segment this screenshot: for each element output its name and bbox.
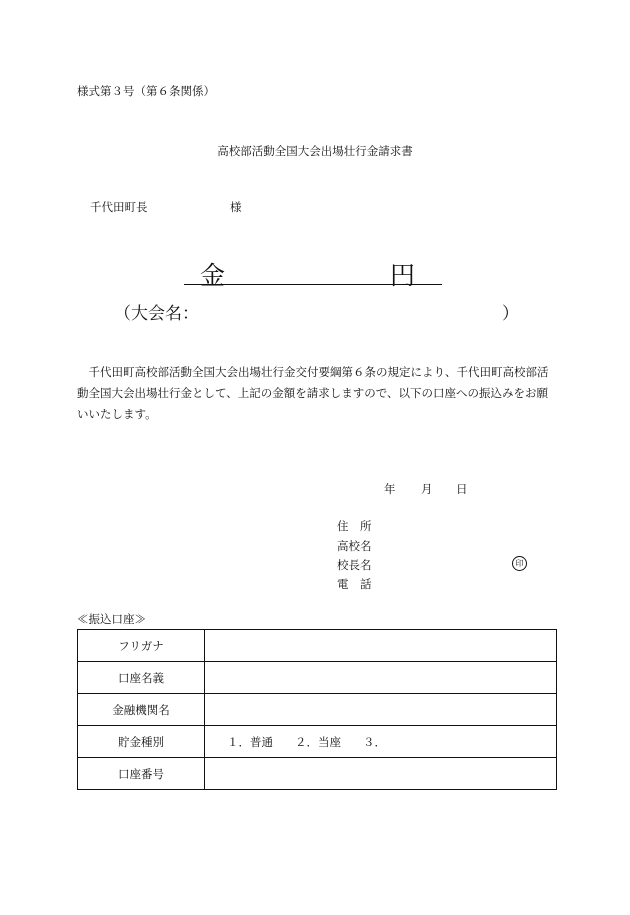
applicant-school-label: 高校名: [337, 539, 372, 553]
seal-icon: 印: [512, 556, 527, 571]
deposit-type-option-checking[interactable]: ２．当座: [295, 734, 341, 749]
addressee-name: 千代田町長: [90, 200, 148, 214]
event-name-label: （大会名：: [114, 304, 199, 324]
deposit-type-field: [205, 726, 557, 758]
furigana-label: フリガナ: [78, 630, 205, 662]
table-row: [78, 630, 557, 662]
deposit-type-option-other[interactable]: ３．: [363, 734, 386, 749]
amount-input-line[interactable]: [184, 284, 442, 285]
deposit-type-option-ordinary[interactable]: １．普通: [227, 734, 273, 749]
date-day-label: 日: [456, 482, 468, 496]
addressee-honorific: 様: [230, 200, 242, 214]
bank-name-field[interactable]: [205, 694, 557, 726]
table-row: [78, 694, 557, 726]
applicant-address-label: 住 所: [337, 519, 372, 533]
account-holder-field[interactable]: [205, 662, 557, 694]
bank-name-label: 金融機関名: [78, 694, 205, 726]
table-row: [78, 726, 557, 758]
bank-account-heading: ≪振込口座≫: [77, 612, 146, 626]
applicant-phone-label: 電 話: [337, 577, 372, 591]
bank-account-table: [77, 629, 557, 790]
amount-suffix: 円: [390, 261, 416, 290]
date-month-label: 月: [421, 482, 433, 496]
form-number: 様式第３号（第６条関係）: [77, 84, 215, 98]
account-number-label: 口座番号: [78, 758, 205, 790]
account-number-field[interactable]: [205, 758, 557, 790]
date-year-label: 年: [384, 482, 396, 496]
page-title: 高校部活動全国大会出場壮行金請求書: [217, 144, 413, 158]
amount-prefix: 金: [200, 261, 226, 290]
table-row: [78, 758, 557, 790]
deposit-type-label: 貯金種別: [78, 726, 205, 758]
request-body-text: 千代田町高校部活動全国大会出場壮行金交付要綱第６条の規定により、千代田町高校部活動全国大会出場壮行金として、上記の金額を請求しますので、以下の口座への振込みをお願いいたします。: [77, 365, 549, 421]
event-name-close-paren: ）: [502, 304, 519, 324]
applicant-principal-label: 校長名: [337, 558, 372, 572]
account-holder-label: 口座名義: [78, 662, 205, 694]
furigana-field[interactable]: [205, 630, 557, 662]
table-row: [78, 662, 557, 694]
